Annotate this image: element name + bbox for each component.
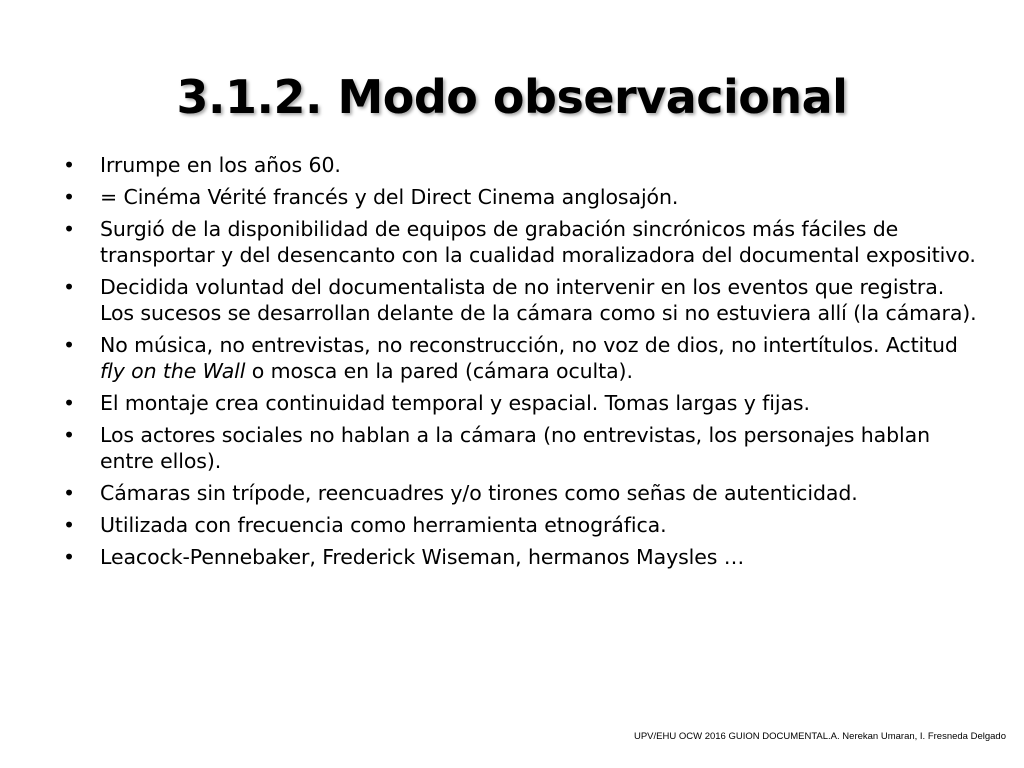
bullet-text: Leacock-Pennebaker, Frederick Wiseman, hermanos Maysles … [100,545,745,569]
bullet-list [63,152,980,576]
bullet-dot: • [63,217,75,241]
bullet-item [63,184,980,210]
bullet-text: El montaje crea continuidad temporal y espacial. Tomas largas y fijas. [100,391,810,415]
bullet-text: Cámaras sin trípode, reencuadres y/o tirones como señas de autenticidad. [100,481,858,505]
bullet-dot: • [63,153,75,177]
bullet-text: Irrumpe en los años 60. [100,153,341,177]
bullet-dot: • [63,481,75,505]
bullet-item [63,390,980,416]
slide-title: 3.1.2. Modo observacional [176,70,848,124]
bullet-emphasis: fly on the Wall [100,359,246,383]
bullet-dot: • [63,423,75,447]
bullet-text: Decidida voluntad del documentalista de no intervenir en los eventos que registra. Los sucesos se desarrollan delante de la cámara como si no estuviera allí (la cámara). [100,275,977,325]
bullet-text: Surgió de la disponibilidad de equipos de grabación sincrónicos más fáciles de transportar y del desencanto con la cualidad moralizadora del documental expositivo. [100,217,976,267]
bullet-item [63,274,980,326]
bullet-text: = Cinéma Vérité francés y del Direct Cinema anglosajón. [100,185,679,209]
bullet-text: Los actores sociales no hablan a la cámara (no entrevistas, los personajes hablan entre ellos). [100,423,930,473]
bullet-dot: • [63,545,75,569]
bullet-text-after: o mosca en la pared (cámara oculta). [245,359,633,383]
bullet-dot: • [63,185,75,209]
bullet-item [63,512,980,538]
bullet-dot: • [63,513,75,537]
bullet-text: Utilizada con frecuencia como herramienta etnográfica. [100,513,667,537]
footer-credit: UPV/EHU OCW 2016 GUION DOCUMENTAL.A. Nerekan Umaran, I. Fresneda Delgado [633,731,1006,742]
bullet-dot: • [63,391,75,415]
bullet-dot: • [63,275,75,299]
bullet-item [63,544,980,570]
bullet-item [63,332,980,384]
bullet-item [63,216,980,268]
bullet-item [63,480,980,506]
bullet-item [63,152,980,178]
bullet-dot: • [63,333,75,357]
bullet-item [63,422,980,474]
bullet-text-before: No música, no entrevistas, no reconstrucción, no voz de dios, no intertítulos. Actitud [100,333,958,357]
